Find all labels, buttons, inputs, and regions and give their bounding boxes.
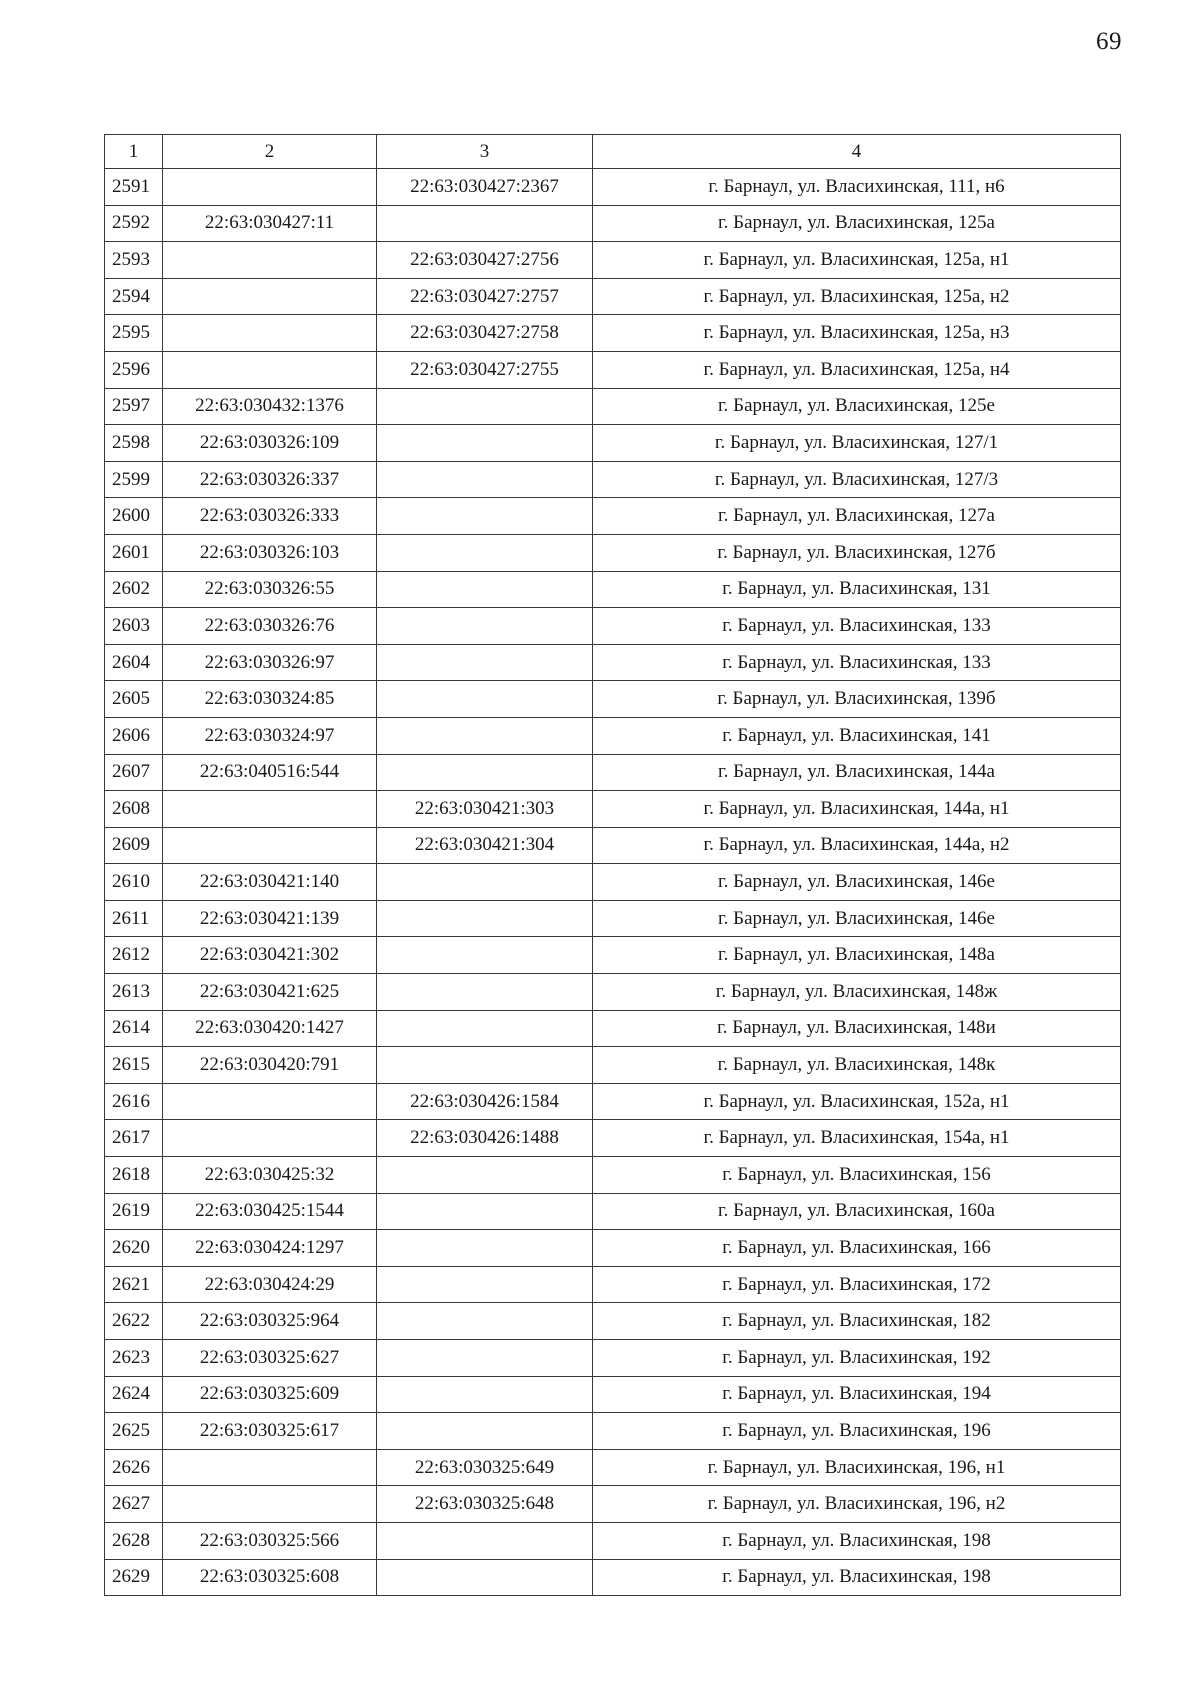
- object-cadastral-number: 22:63:030325:648: [377, 1486, 593, 1523]
- object-cadastral-number: [377, 1157, 593, 1194]
- land-cadastral-number: 22:63:030325:964: [163, 1303, 377, 1340]
- table-row: [105, 1449, 1121, 1486]
- land-cadastral-number: [163, 1083, 377, 1120]
- address: г. Барнаул, ул. Власихинская, 131: [593, 571, 1121, 608]
- land-cadastral-number: 22:63:030424:1297: [163, 1230, 377, 1267]
- land-cadastral-number: [163, 1120, 377, 1157]
- row-number: 2596: [105, 351, 163, 388]
- table-row: [105, 388, 1121, 425]
- address: г. Барнаул, ул. Власихинская, 125а, н4: [593, 351, 1121, 388]
- object-cadastral-number: [377, 1559, 593, 1596]
- table-row: [105, 1010, 1121, 1047]
- object-cadastral-number: [377, 864, 593, 901]
- address: г. Барнаул, ул. Власихинская, 146е: [593, 900, 1121, 937]
- land-cadastral-number: 22:63:030325:608: [163, 1559, 377, 1596]
- table-row: [105, 1120, 1121, 1157]
- column-header-1: 1: [105, 135, 163, 169]
- land-cadastral-number: [163, 351, 377, 388]
- object-cadastral-number: 22:63:030427:2755: [377, 351, 593, 388]
- object-cadastral-number: 22:63:030421:303: [377, 791, 593, 828]
- address: г. Барнаул, ул. Власихинская, 198: [593, 1522, 1121, 1559]
- table-row: [105, 608, 1121, 645]
- land-cadastral-number: 22:63:030421:302: [163, 937, 377, 974]
- address: г. Барнаул, ул. Власихинская, 198: [593, 1559, 1121, 1596]
- table-row: [105, 534, 1121, 571]
- row-number: 2618: [105, 1157, 163, 1194]
- table-row: [105, 242, 1121, 279]
- land-cadastral-number: 22:63:030325:617: [163, 1413, 377, 1450]
- object-cadastral-number: 22:63:030325:649: [377, 1449, 593, 1486]
- object-cadastral-number: [377, 461, 593, 498]
- row-number: 2594: [105, 278, 163, 315]
- column-header-2: 2: [163, 135, 377, 169]
- object-cadastral-number: [377, 1376, 593, 1413]
- land-cadastral-number: [163, 1486, 377, 1523]
- row-number: 2604: [105, 644, 163, 681]
- land-cadastral-number: 22:63:030421:139: [163, 900, 377, 937]
- land-cadastral-number: 22:63:030427:11: [163, 205, 377, 242]
- object-cadastral-number: [377, 717, 593, 754]
- row-number: 2623: [105, 1340, 163, 1377]
- table-row: [105, 864, 1121, 901]
- table-row: [105, 1157, 1121, 1194]
- row-number: 2608: [105, 791, 163, 828]
- object-cadastral-number: [377, 974, 593, 1011]
- land-cadastral-number: 22:63:030326:103: [163, 534, 377, 571]
- address: г. Барнаул, ул. Власихинская, 148и: [593, 1010, 1121, 1047]
- land-cadastral-number: 22:63:030326:55: [163, 571, 377, 608]
- row-number: 2629: [105, 1559, 163, 1596]
- object-cadastral-number: [377, 571, 593, 608]
- row-number: 2593: [105, 242, 163, 279]
- table-row: [105, 681, 1121, 718]
- row-number: 2600: [105, 498, 163, 535]
- land-cadastral-number: 22:63:030425:1544: [163, 1193, 377, 1230]
- object-cadastral-number: [377, 1010, 593, 1047]
- land-cadastral-number: [163, 315, 377, 352]
- address: г. Барнаул, ул. Власихинская, 127а: [593, 498, 1121, 535]
- object-cadastral-number: 22:63:030427:2757: [377, 278, 593, 315]
- table-row: [105, 1303, 1121, 1340]
- land-cadastral-number: 22:63:030421:625: [163, 974, 377, 1011]
- row-number: 2607: [105, 754, 163, 791]
- object-cadastral-number: [377, 1230, 593, 1267]
- address: г. Барнаул, ул. Власихинская, 125а, н1: [593, 242, 1121, 279]
- table-row: [105, 351, 1121, 388]
- land-cadastral-number: 22:63:030325:609: [163, 1376, 377, 1413]
- address: г. Барнаул, ул. Власихинская, 194: [593, 1376, 1121, 1413]
- address: г. Барнаул, ул. Власихинская, 196, н1: [593, 1449, 1121, 1486]
- address: г. Барнаул, ул. Власихинская, 127/3: [593, 461, 1121, 498]
- row-number: 2606: [105, 717, 163, 754]
- table-row: [105, 315, 1121, 352]
- table-row: [105, 974, 1121, 1011]
- land-cadastral-number: 22:63:030325:566: [163, 1522, 377, 1559]
- table-row: [105, 1486, 1121, 1523]
- address: г. Барнаул, ул. Власихинская, 146е: [593, 864, 1121, 901]
- row-number: 2612: [105, 937, 163, 974]
- row-number: 2598: [105, 425, 163, 462]
- land-cadastral-number: 22:63:030420:791: [163, 1047, 377, 1084]
- land-cadastral-number: 22:63:030421:140: [163, 864, 377, 901]
- land-cadastral-number: 22:63:030326:109: [163, 425, 377, 462]
- row-number: 2599: [105, 461, 163, 498]
- row-number: 2625: [105, 1413, 163, 1450]
- row-number: 2611: [105, 900, 163, 937]
- land-cadastral-number: 22:63:030324:97: [163, 717, 377, 754]
- row-number: 2605: [105, 681, 163, 718]
- object-cadastral-number: [377, 937, 593, 974]
- address: г. Барнаул, ул. Власихинская, 196: [593, 1413, 1121, 1450]
- address: г. Барнаул, ул. Власихинская, 127б: [593, 534, 1121, 571]
- object-cadastral-number: 22:63:030426:1584: [377, 1083, 593, 1120]
- table-row: [105, 1083, 1121, 1120]
- table-row: [105, 278, 1121, 315]
- row-number: 2628: [105, 1522, 163, 1559]
- object-cadastral-number: [377, 425, 593, 462]
- row-number: 2595: [105, 315, 163, 352]
- table-row: [105, 1193, 1121, 1230]
- object-cadastral-number: [377, 388, 593, 425]
- object-cadastral-number: [377, 1340, 593, 1377]
- object-cadastral-number: [377, 498, 593, 535]
- land-cadastral-number: 22:63:030324:85: [163, 681, 377, 718]
- address: г. Барнаул, ул. Власихинская, 141: [593, 717, 1121, 754]
- address: г. Барнаул, ул. Власихинская, 125е: [593, 388, 1121, 425]
- object-cadastral-number: [377, 608, 593, 645]
- table-row: [105, 1266, 1121, 1303]
- address: г. Барнаул, ул. Власихинская, 166: [593, 1230, 1121, 1267]
- row-number: 2626: [105, 1449, 163, 1486]
- object-cadastral-number: [377, 534, 593, 571]
- table-row: [105, 1559, 1121, 1596]
- table-row: [105, 900, 1121, 937]
- address: г. Барнаул, ул. Власихинская, 127/1: [593, 425, 1121, 462]
- row-number: 2609: [105, 827, 163, 864]
- address: г. Барнаул, ул. Власихинская, 125а, н3: [593, 315, 1121, 352]
- land-cadastral-number: 22:63:030420:1427: [163, 1010, 377, 1047]
- address: г. Барнаул, ул. Власихинская, 192: [593, 1340, 1121, 1377]
- address: г. Барнаул, ул. Власихинская, 133: [593, 608, 1121, 645]
- row-number: 2601: [105, 534, 163, 571]
- table-row: [105, 1376, 1121, 1413]
- object-cadastral-number: [377, 1266, 593, 1303]
- table-row: [105, 754, 1121, 791]
- land-cadastral-number: 22:63:030326:333: [163, 498, 377, 535]
- land-cadastral-number: [163, 169, 377, 206]
- table-header-row: [105, 135, 1121, 169]
- row-number: 2619: [105, 1193, 163, 1230]
- land-cadastral-number: [163, 791, 377, 828]
- address: г. Барнаул, ул. Власихинская, 144а, н2: [593, 827, 1121, 864]
- address: г. Барнаул, ул. Власихинская, 156: [593, 1157, 1121, 1194]
- table-row: [105, 425, 1121, 462]
- table-row: [105, 498, 1121, 535]
- land-cadastral-number: [163, 242, 377, 279]
- row-number: 2627: [105, 1486, 163, 1523]
- address: г. Барнаул, ул. Власихинская, 196, н2: [593, 1486, 1121, 1523]
- address: г. Барнаул, ул. Власихинская, 133: [593, 644, 1121, 681]
- land-cadastral-number: 22:63:030326:97: [163, 644, 377, 681]
- object-cadastral-number: 22:63:030427:2756: [377, 242, 593, 279]
- address: г. Барнаул, ул. Власихинская, 111, н6: [593, 169, 1121, 206]
- table-row: [105, 827, 1121, 864]
- table-row: [105, 1522, 1121, 1559]
- table-body: [105, 169, 1121, 1596]
- address: г. Барнаул, ул. Власихинская, 160а: [593, 1193, 1121, 1230]
- land-cadastral-number: 22:63:030432:1376: [163, 388, 377, 425]
- object-cadastral-number: [377, 205, 593, 242]
- address: г. Барнаул, ул. Власихинская, 152а, н1: [593, 1083, 1121, 1120]
- object-cadastral-number: [377, 1413, 593, 1450]
- table-row: [105, 644, 1121, 681]
- row-number: 2610: [105, 864, 163, 901]
- land-cadastral-number: 22:63:030425:32: [163, 1157, 377, 1194]
- object-cadastral-number: [377, 1193, 593, 1230]
- table-row: [105, 461, 1121, 498]
- row-number: 2624: [105, 1376, 163, 1413]
- land-cadastral-number: 22:63:030424:29: [163, 1266, 377, 1303]
- object-cadastral-number: 22:63:030426:1488: [377, 1120, 593, 1157]
- row-number: 2622: [105, 1303, 163, 1340]
- object-cadastral-number: [377, 754, 593, 791]
- row-number: 2617: [105, 1120, 163, 1157]
- row-number: 2614: [105, 1010, 163, 1047]
- row-number: 2592: [105, 205, 163, 242]
- row-number: 2613: [105, 974, 163, 1011]
- address: г. Барнаул, ул. Власихинская, 139б: [593, 681, 1121, 718]
- land-cadastral-number: 22:63:030325:627: [163, 1340, 377, 1377]
- table-row: [105, 1047, 1121, 1084]
- address: г. Барнаул, ул. Власихинская, 154а, н1: [593, 1120, 1121, 1157]
- row-number: 2597: [105, 388, 163, 425]
- object-cadastral-number: [377, 681, 593, 718]
- column-header-3: 3: [377, 135, 593, 169]
- row-number: 2620: [105, 1230, 163, 1267]
- object-cadastral-number: [377, 900, 593, 937]
- land-cadastral-number: 22:63:040516:544: [163, 754, 377, 791]
- row-number: 2615: [105, 1047, 163, 1084]
- table-row: [105, 791, 1121, 828]
- address: г. Барнаул, ул. Власихинская, 182: [593, 1303, 1121, 1340]
- object-cadastral-number: 22:63:030421:304: [377, 827, 593, 864]
- object-cadastral-number: [377, 1522, 593, 1559]
- address: г. Барнаул, ул. Власихинская, 148а: [593, 937, 1121, 974]
- table-row: [105, 169, 1121, 206]
- table-row: [105, 717, 1121, 754]
- object-cadastral-number: 22:63:030427:2758: [377, 315, 593, 352]
- table-row: [105, 937, 1121, 974]
- address: г. Барнаул, ул. Власихинская, 144а, н1: [593, 791, 1121, 828]
- land-cadastral-number: [163, 1449, 377, 1486]
- table-row: [105, 571, 1121, 608]
- land-cadastral-number: [163, 278, 377, 315]
- row-number: 2591: [105, 169, 163, 206]
- table-row: [105, 205, 1121, 242]
- object-cadastral-number: [377, 1047, 593, 1084]
- object-cadastral-number: [377, 1303, 593, 1340]
- column-header-4: 4: [593, 135, 1121, 169]
- row-number: 2602: [105, 571, 163, 608]
- land-cadastral-number: 22:63:030326:76: [163, 608, 377, 645]
- land-cadastral-number: 22:63:030326:337: [163, 461, 377, 498]
- object-cadastral-number: 22:63:030427:2367: [377, 169, 593, 206]
- address: г. Барнаул, ул. Власихинская, 172: [593, 1266, 1121, 1303]
- table-row: [105, 1230, 1121, 1267]
- row-number: 2603: [105, 608, 163, 645]
- address-register-table: [104, 134, 1121, 1596]
- address: г. Барнаул, ул. Власихинская, 125а, н2: [593, 278, 1121, 315]
- row-number: 2621: [105, 1266, 163, 1303]
- address: г. Барнаул, ул. Власихинская, 148ж: [593, 974, 1121, 1011]
- address: г. Барнаул, ул. Власихинская, 144а: [593, 754, 1121, 791]
- table-row: [105, 1413, 1121, 1450]
- page-number: 69: [1096, 28, 1122, 55]
- row-number: 2616: [105, 1083, 163, 1120]
- address: г. Барнаул, ул. Власихинская, 125а: [593, 205, 1121, 242]
- address: г. Барнаул, ул. Власихинская, 148к: [593, 1047, 1121, 1084]
- object-cadastral-number: [377, 644, 593, 681]
- table-row: [105, 1340, 1121, 1377]
- land-cadastral-number: [163, 827, 377, 864]
